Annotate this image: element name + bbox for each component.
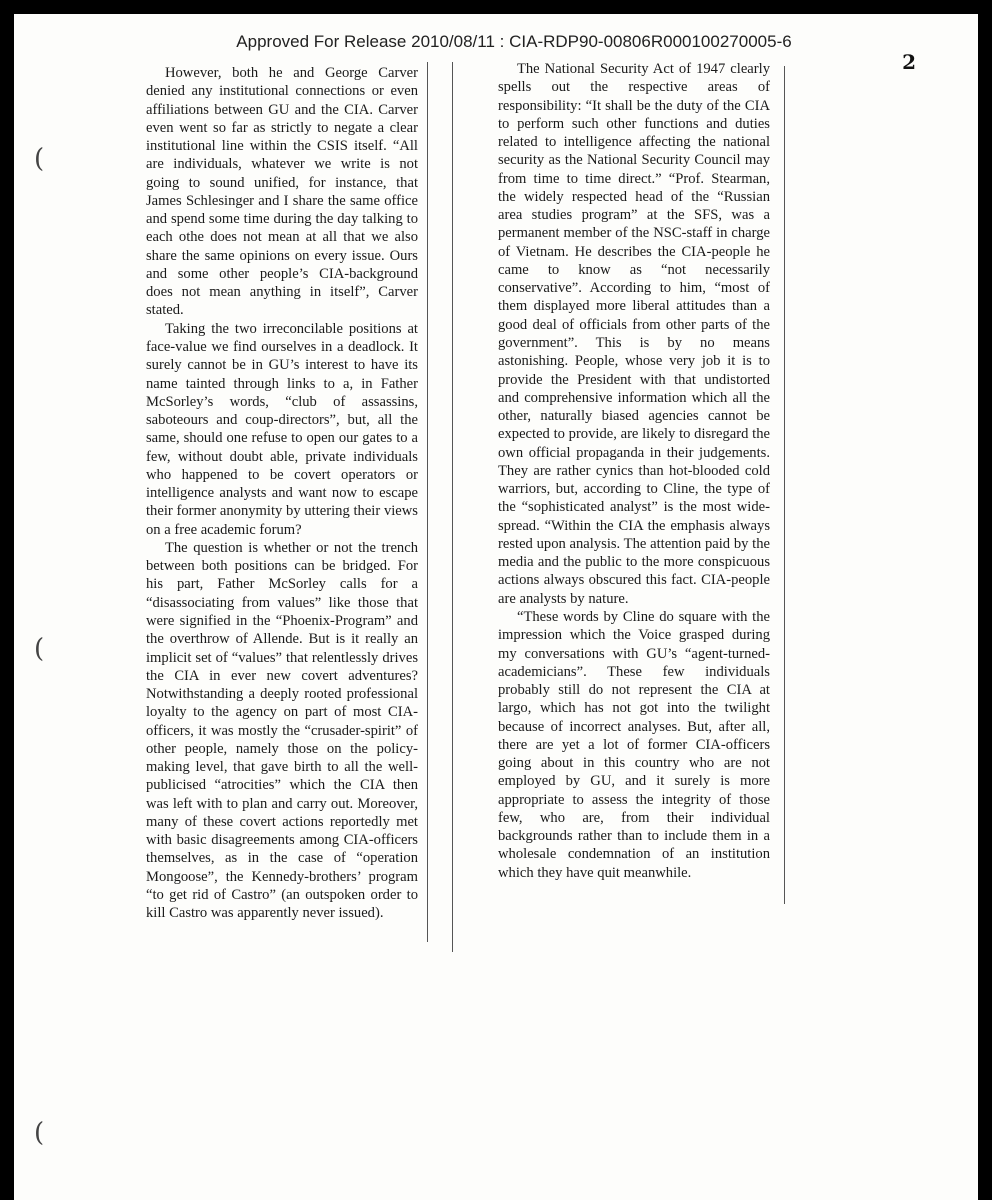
margin-bracket-mark: (: [34, 1118, 45, 1148]
column-divider-rule: [452, 62, 453, 952]
right-text-column: [498, 60, 770, 882]
column-border-rule: [427, 62, 428, 942]
column-border-rule: [784, 66, 785, 904]
article-paragraph: However, both he and George Carver denied any institutional connections or even affiliations between GU and the CIA. Carver even went so far as strictly to negate a clear institutional line within the CSIS itself. “All are individuals, whatever we write is not going to sound unified, for instance, that James Schlesinger and I share the same office and spend some time during the day talking to each othe does not mean at all that we also share the same opinions on every issue. Ours and some other people’s CIA-background does not mean anything in itself”, Carver stated.: [146, 65, 418, 319]
left-text-column: [146, 64, 418, 922]
article-paragraph: The question is whether or not the trench between both positions can be bridged. For his part, Father McSorley calls for a “disassociating from values” like those that were signified in the “Phoenix-Program” and the overthrow of Allende. But is it really an implicit set of “values” that relentlessly drives the CIA in ever new covert adventures? Notwithstanding a deeply rooted professional loyalty to the agency on part of most CIA-officers, it was mostly the “crusader-spirit” of other people, namely those on the policy-making level, that gave birth to all the well-publicised “atrocities” which the CIA then was left with to plan and carry out. Moreover, many of these covert actions reportedly met with basic disagreements among CIA-officers themselves, as in the case of “operation Mongoose”, the Kennedy-brothers’ program “to get rid of Castro” (an outspoken order to kill Castro was apparently never issued).: [146, 539, 418, 922]
page-number: 2: [902, 50, 916, 74]
scanned-document-page: [14, 14, 978, 1200]
release-stamp-header: Approved For Release 2010/08/11 : CIA-RDP90-00806R000100270005-6: [236, 32, 792, 51]
margin-bracket-mark: (: [34, 634, 45, 664]
article-paragraph: The National Security Act of 1947 clearly spells out the respective areas of responsibility: “It shall be the duty of the CIA to perform such other functions and duties related to intelligence affecting the national security as the National Security Council may from time to time direct.” “Prof. Stearman, the widely respected head of the “Russian area studies program” at the SFS, was a permanent member of the NSC-staff in charge of Vietnam. He describes the CIA-people he came to know as “not necessarily conservative”. According to him, “most of them displayed more liberal attitudes than a good deal of officials from other parts of the government”. This is by no means astonishing. People, whose very job it is to provide the President with that undistorted and comprehensive information which all the other, naturally biased agencies cannot be expected to provide, are likely to disregard the own official propaganda in their judgements. They are rather cynics than hot-blooded cold warriors, but, according to Cline, the type of the “sophisticated analyst” is the most wide-spread. “Within the CIA the emphasis always rested upon analysis. The attention paid by the media and the public to the more conspicuous actions always obscured this fact. CIA-people are analysts by nature.: [498, 61, 770, 607]
article-paragraph: “These words by Cline do square with the impression which the Voice grasped during my conversations with GU’s “agent-turned-academicians”. These few individuals probably still do not represent the CIA at largo, which has not got into the twilight because of incorrect analyses. But, after all, there are yet a lot of former CIA-officers going about in this country who are not employed by GU, and it surely is more appropriate to assess the integrity of those few, who are, from their individual backgrounds rather than to include them in a wholesale condemnation of an institution which they have quit meanwhile.: [498, 608, 770, 881]
article-paragraph: Taking the two irreconcilable positions at face-value we find ourselves in a deadlock. It surely cannot be in GU’s interest to have its name tainted through links to a, in Father McSorley’s words, “club of assassins, saboteours and coup-directors”, but, all the same, should one refuse to open our gates to a few, without doubt able, private individuals who happened to be covert operators or intelligence analysts and want now to escape their former anonymity by uttering their views on a free academic forum?: [146, 320, 418, 538]
margin-bracket-mark: (: [34, 144, 45, 174]
